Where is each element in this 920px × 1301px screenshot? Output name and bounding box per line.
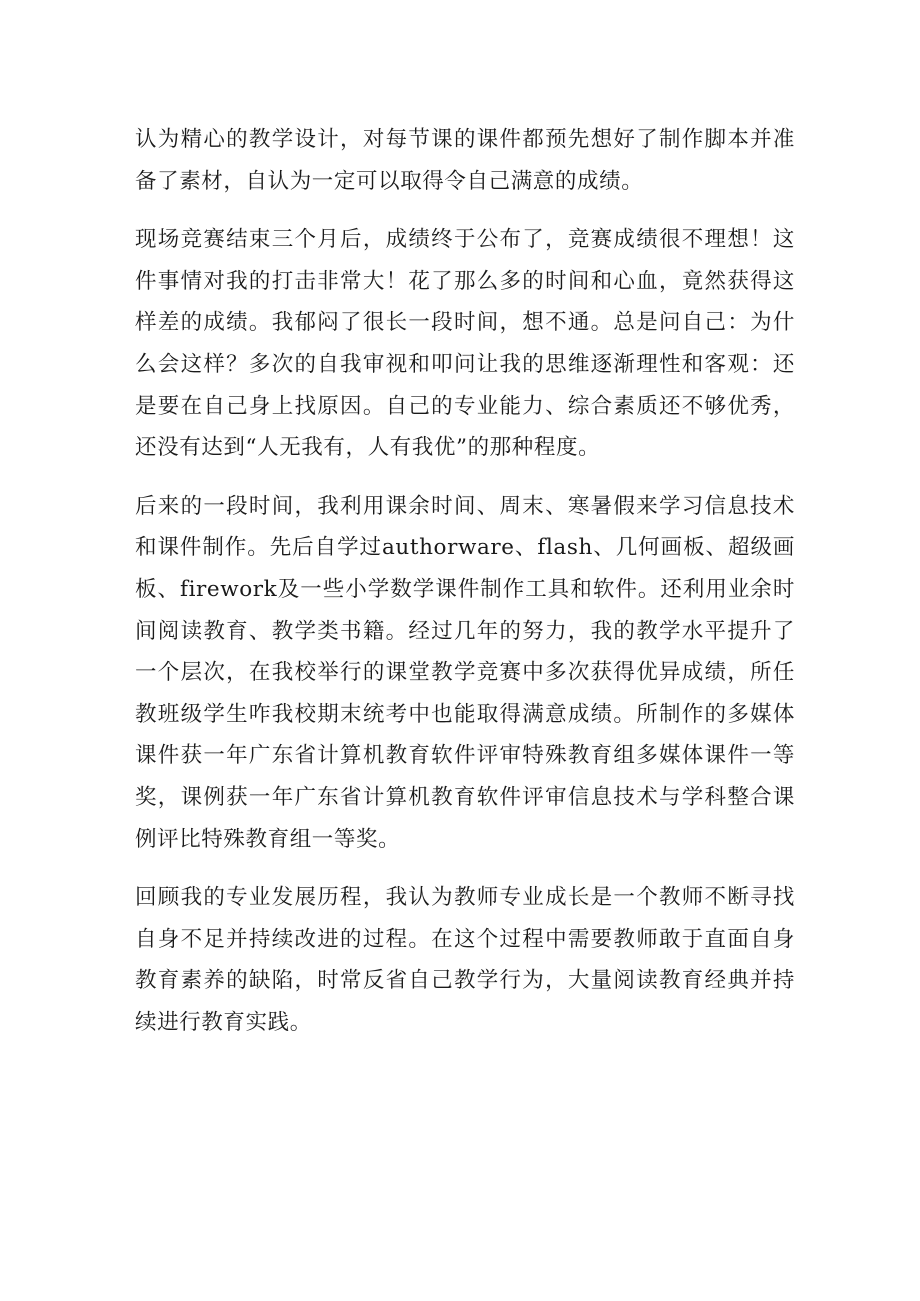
- document-body: [135, 119, 795, 1060]
- paragraph-4: 回顾我的专业发展历程，我认为教师专业成长是一个教师不断寻找自身不足并持续改进的过程。在这个过程中需要教师敢于直面自身教育素养的缺陷，时常反省自己教学行为，大量阅读教育经典并持续进行教育实践。: [135, 885, 795, 1035]
- paragraph-3: 后来的一段时间，我利用课余时间、周末、寒暑假来学习信息技术和课件制作。先后自学过authorware、flash、几何画板、超级画板、firework及一些小学数学课件制作工具和软件。还利用业余时间阅读教育、教学类书籍。经过几年的努力，我的教学水平提升了一个层次，在我校举行的课堂教学竞赛中多次获得优异成绩，所任教班级学生咋我校期末统考中也能取得满意成绩。所制作的多媒体课件获一年广东省计算机教育软件评审特殊教育组多媒体课件一等奖，课例获一年广东省计算机教育软件评审信息技术与学科整合课例评比特殊教育组一等奖。: [135, 493, 795, 852]
- paragraph-1: 认为精心的教学设计，对每节课的课件都预先想好了制作脚本并准备了素材，自认为一定可以取得令自己满意的成绩。: [135, 127, 795, 194]
- paragraph-2: 现场竞赛结束三个月后，成绩终于公布了，竞赛成绩很不理想！这件事情对我的打击非常大！花了那么多的时间和心血，竟然获得这样差的成绩。我郁闷了很长一段时间，想不通。总是问自己：为什么会这样？多次的自我审视和叩问让我的思维逐渐理性和客观：还是要在自己身上找原因。自己的专业能力、综合素质还不够优秀，还没有达到“人无我有，人有我优”的那种程度。: [135, 227, 795, 461]
